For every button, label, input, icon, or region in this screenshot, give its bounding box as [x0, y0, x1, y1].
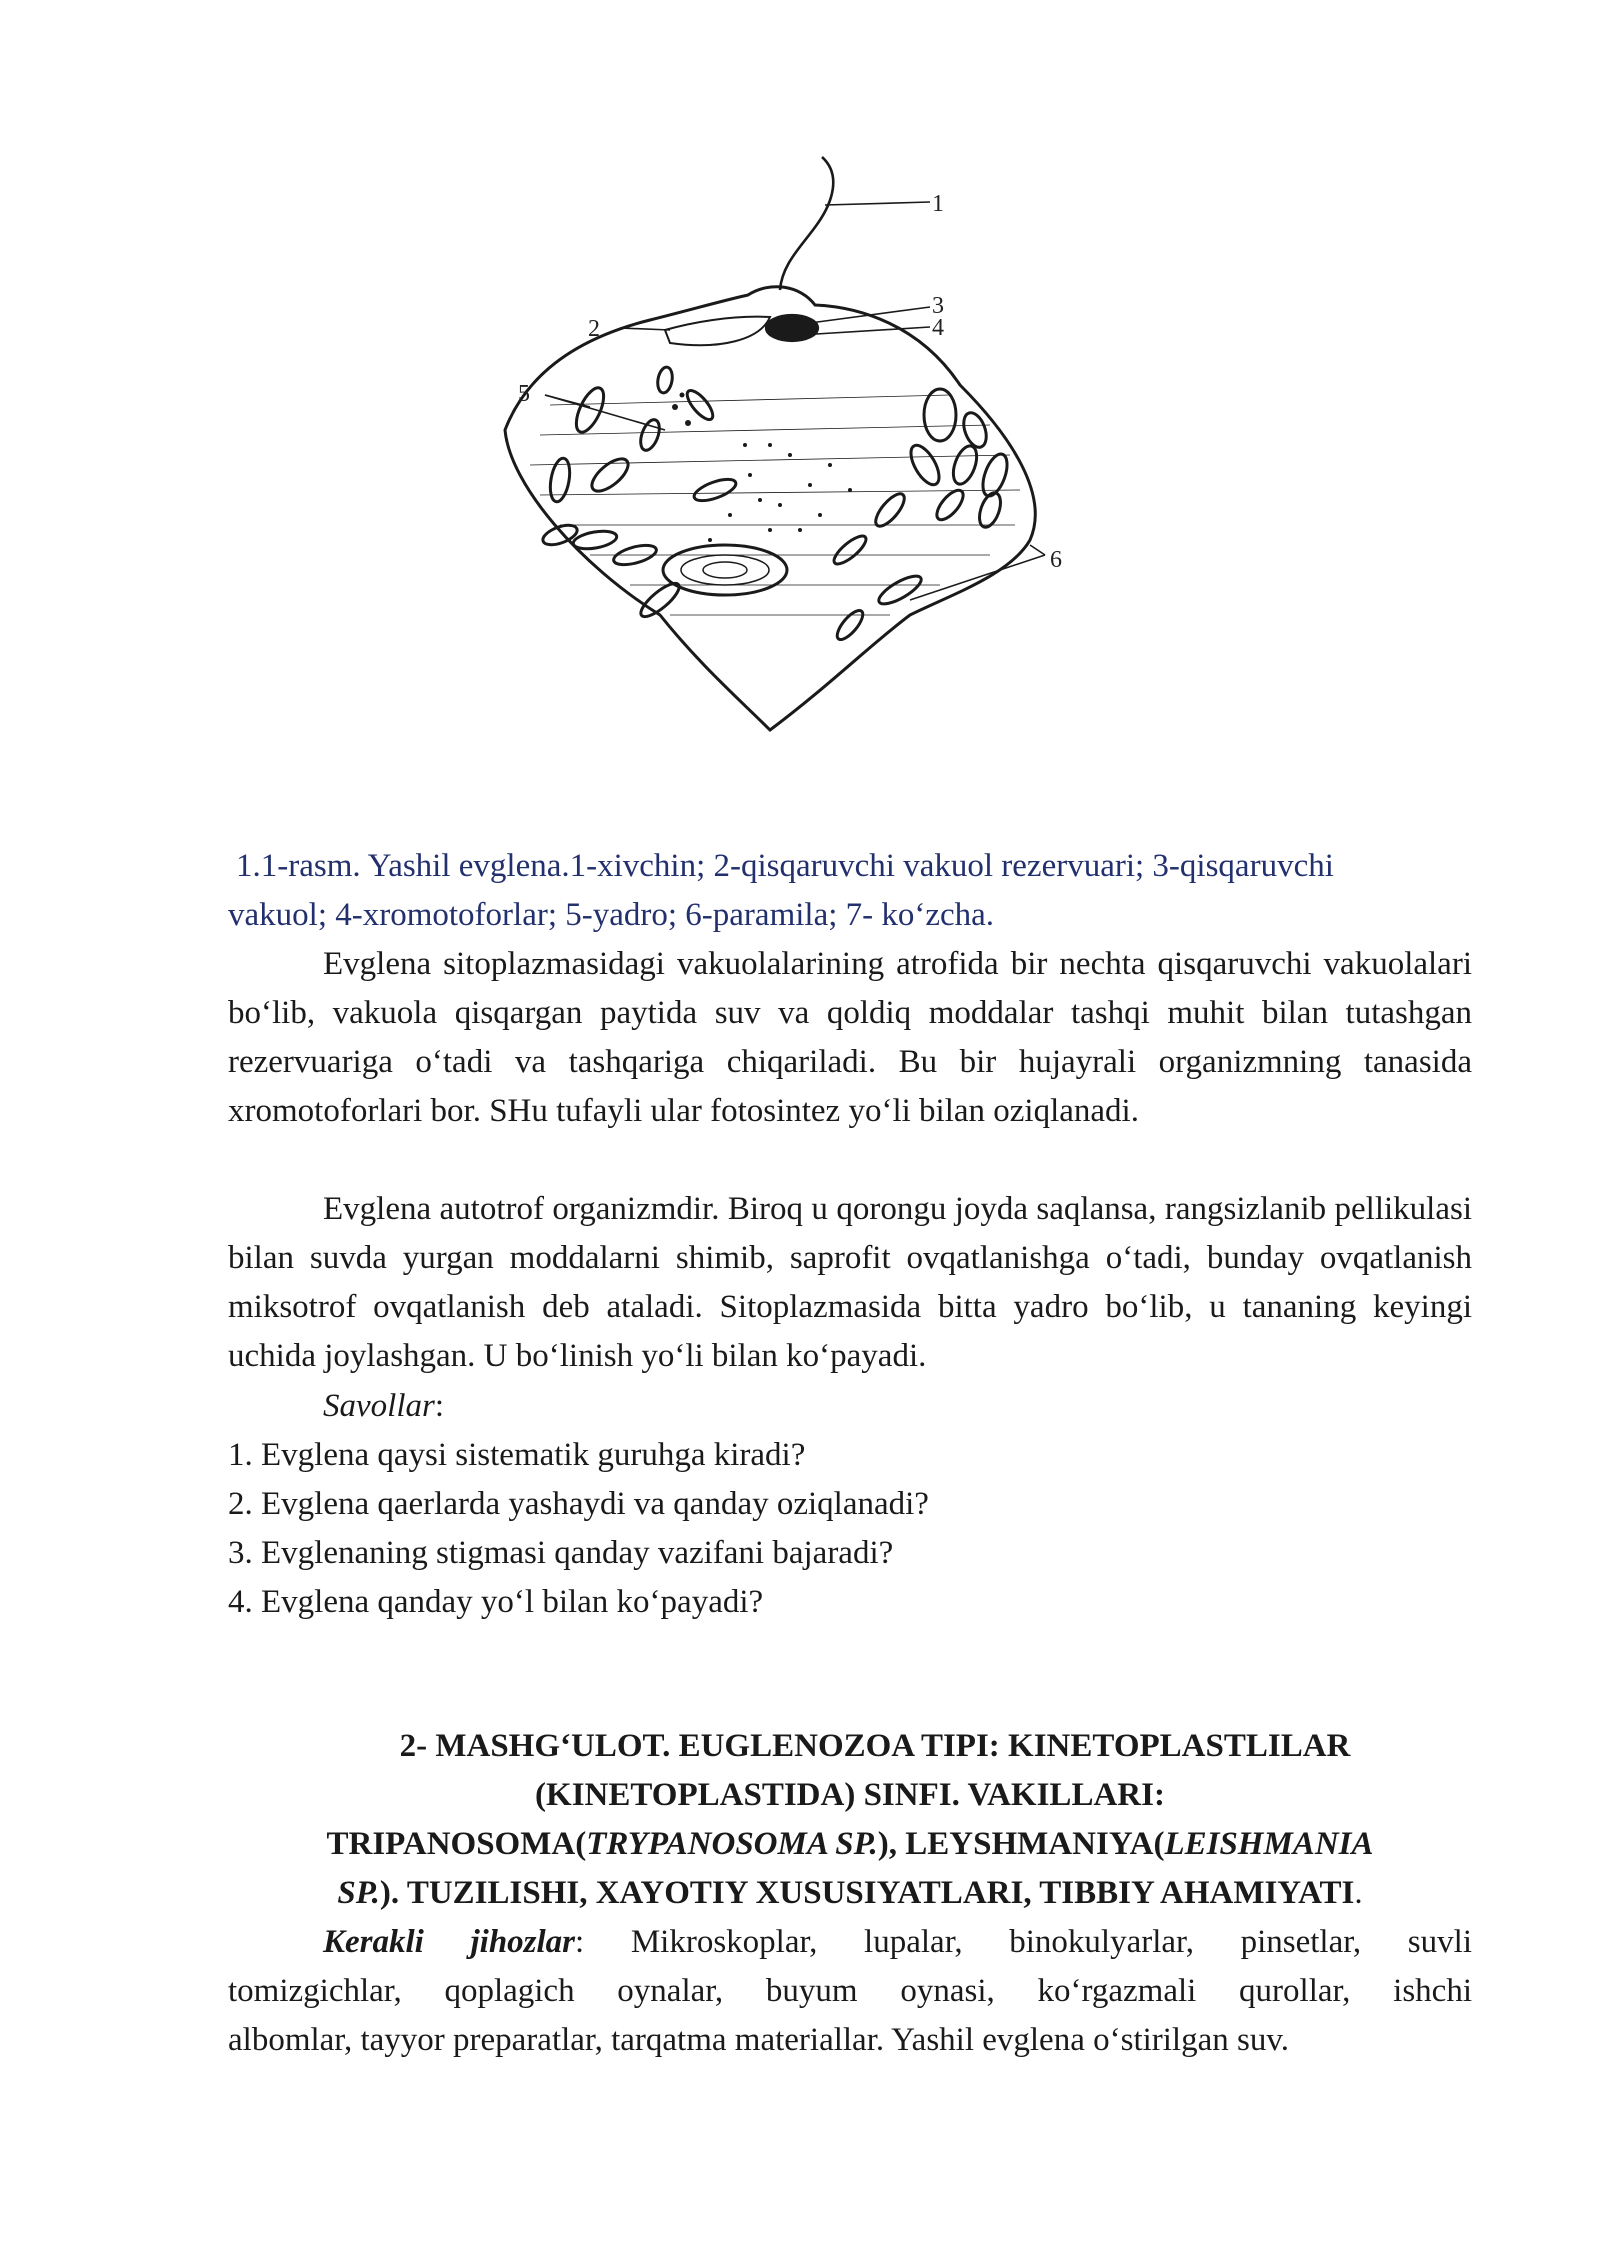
euglena-drawing — [470, 145, 1090, 745]
figure-label-2: 2 — [588, 316, 600, 342]
question-item: 4. Evglena qanday yoʻl bilan koʻpayadi? — [228, 1584, 764, 1620]
question-item: 1. Evglena qaysi sistematik guruhga kiradi? — [228, 1437, 806, 1473]
heading-line-1: 2- MASHGʻULOT. EUGLENOZOA TIPI: KINETOPLASTLILAR — [399, 1728, 1351, 1764]
heading-line-4-b: ). TUZILISHI, XAYOTIY XUSUSIYATLARI, TIBBIY AHAMIYATI — [379, 1875, 1355, 1911]
equipment-line-3: albomlar, tayyor preparatlar, tarqatma materiallar. Yashil evglena oʻstirilgan suv. — [228, 2022, 1289, 2058]
question-item: 2. Evglena qaerlarda yashaydi va qanday oziqlanadi? — [228, 1486, 929, 1522]
questions-title-colon: : — [434, 1388, 444, 1424]
equipment-paragraph — [228, 1918, 1472, 2065]
figure-label-3: 3 — [932, 293, 944, 319]
questions-title — [228, 1382, 1472, 1431]
heading-line-2: (KINETOPLASTIDA) SINFI. VAKILLARI: — [535, 1777, 1165, 1813]
heading-line-4-a: SP. — [337, 1875, 380, 1911]
figure-label-5: 5 — [518, 381, 530, 407]
paragraph-1: Evglena sitoplazmasidagi vakuolalarining atrofida bir nechta qisqaruvchi vakuolalari boʻlib, vakuola qisqargan paytida suv va qoldiq moddalar tashqi muhit bilan tutashgan rezervuariga oʻtadi va tashqariga chiqariladi. Bu bir hujayrali organizmning tanasida xromotoforlari bor. SHu tufayli ular fotosintez yoʻli bilan oziqlanadi. — [228, 946, 1472, 1129]
euglena-figure — [470, 145, 1090, 745]
heading-line-3 — [228, 1820, 1472, 1869]
question-item: 3. Evglenaning stigmasi qanday vazifani bajaradi? — [228, 1535, 894, 1571]
equipment-line-1-rest: : Mikroskoplar, lupalar, binokulyarlar, pinsetlar, suvli — [575, 1924, 1472, 1960]
questions-title-text: Savollar — [323, 1388, 435, 1424]
caption-line-1: 1.1-rasm. Yashil evglena.1-xivchin; 2-qisqaruvchi vakuol rezervuari; 3-qisqaruvchi — [236, 848, 1334, 884]
equipment-line-1 — [228, 1918, 1472, 1967]
equipment-lead: Kerakli jihozlar — [323, 1924, 576, 1960]
equipment-line-2: tomizgichlar, qoplagich oynalar, buyum oynasi, koʻrgazmali qurollar, ishchi — [228, 1973, 1472, 2009]
paragraph-2: Evglena autotrof organizmdir. Biroq u qorongu joyda saqlansa, rangsizlanib pellikulasi bilan suvda yurgan moddalarni shimib, saprofit ovqatlanishga oʻtadi, bunday ovqatlanish miksotrof ovqatlanish deb ataladi. Sitoplazmasida bitta yadro boʻlib, u tananing keyingi uchida joylashgan. U boʻlinish yoʻli bilan koʻpayadi. — [228, 1191, 1472, 1374]
heading-line-4 — [228, 1869, 1472, 1918]
heading-line-3-c: ), LEYSHMANIYA( — [877, 1826, 1165, 1862]
questions-section — [228, 1382, 1472, 1627]
heading-line-4-c: . — [1354, 1875, 1363, 1911]
figure-label-6: 6 — [1050, 547, 1062, 573]
figure-label-4: 4 — [932, 315, 944, 341]
figure-label-1: 1 — [932, 191, 944, 217]
heading-line-3-d: LEISHMANIA — [1164, 1826, 1374, 1862]
questions-list — [228, 1431, 1472, 1627]
figure-caption — [228, 842, 1472, 940]
caption-line-2: vakuol; 4-xromotoforlar; 5-yadro; 6-paramila; 7- koʻzcha. — [228, 897, 995, 933]
heading-line-3-a: TRIPANOSOMA( — [326, 1826, 587, 1862]
section-heading — [228, 1722, 1472, 1918]
heading-line-3-b: TRYPANOSOMA SP. — [586, 1826, 878, 1862]
